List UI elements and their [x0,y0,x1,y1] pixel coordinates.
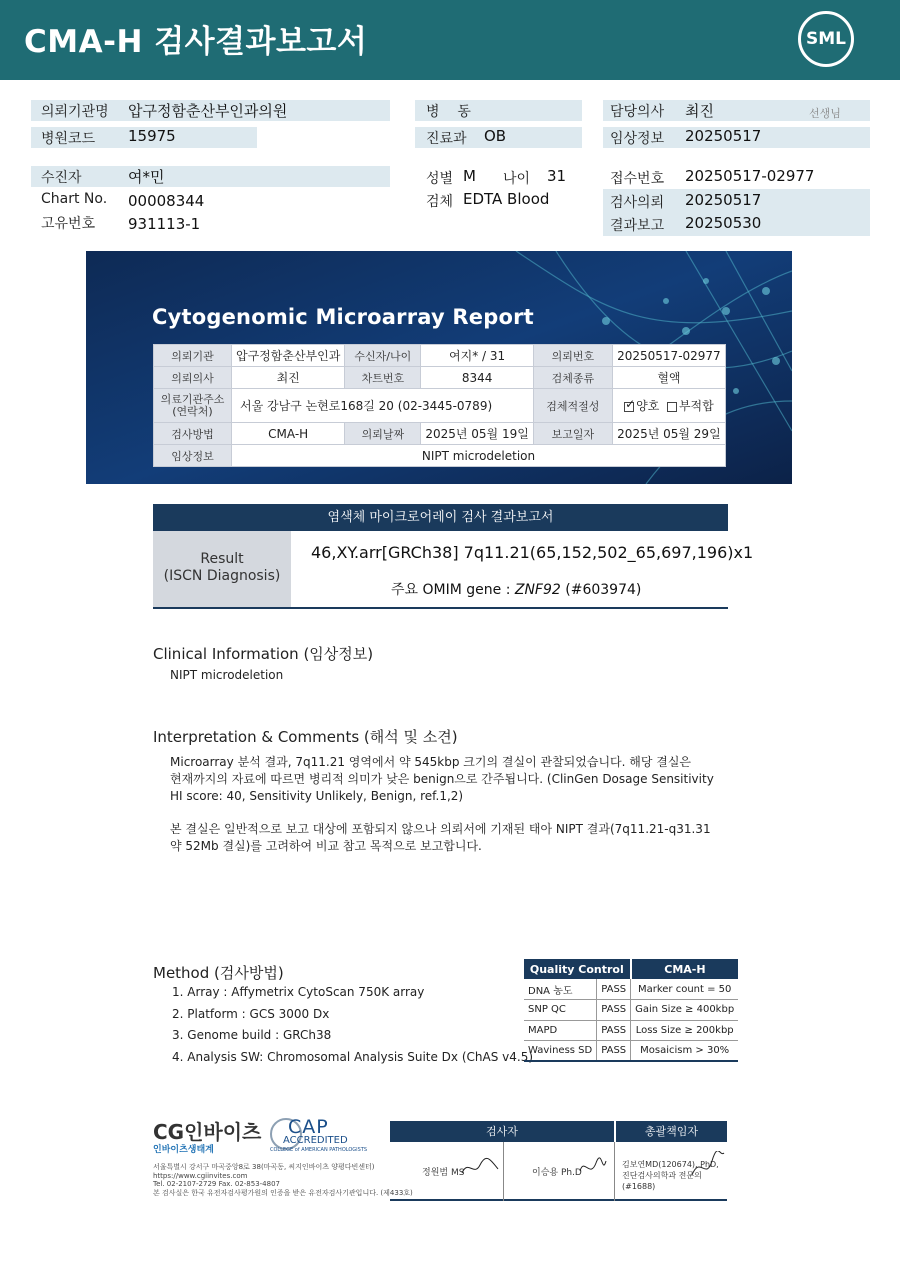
institution-value: 압구정함춘산부인과의원 [128,102,288,120]
request-value: 20250517 [685,191,762,209]
dept-label: 진료과 [426,131,467,147]
signature-box [390,1121,727,1201]
suitability-cell [612,389,725,423]
table-header: 의뢰날짜 [345,423,421,445]
table-header: 검사방법 [154,423,232,445]
signature-icon [460,1155,500,1181]
company-subtitle: 인바이츠생태계 [153,1145,214,1155]
address-line: Tel. 02-2107-2729 Fax. 02-853-4807 [153,1180,281,1189]
patient-label: 수진자 [41,170,82,186]
director-header: 총괄책임자 [616,1121,727,1142]
report-label: 결과보고 [610,218,665,234]
interpretation-paragraph: Microarray 분석 결과, 7q11.21 영역에서 약 545kbp 크기의 결실이 관찰되었습니다. 해당 결실은 현재까지의 자료에 따르면 병리적 의미가 낮은 benign으로 간주됩니다. (ClinGen Dosage Sensitivity HI score: 40, Sensitivity Unlikely, Benign, ref.1,2) [170,755,714,803]
id-label: 고유번호 [41,216,96,232]
table-cell: 20250517-02977 [612,345,725,367]
table-cell: 2025년 05월 19일 [421,423,533,445]
id-value: 931113-1 [128,215,201,233]
table-cell: 서울 강남구 논현로168길 20 (02-3445-0789) [232,389,534,423]
table-cell: NIPT microdeletion [232,445,726,467]
clinical-value: 20250517 [685,127,762,145]
table-header: 검체종류 [533,367,612,389]
table-cell: 혈액 [612,367,725,389]
examiner-1: 정원범 MS [422,1168,465,1178]
omim-gene-name: ZNF92 [514,582,561,598]
report-value: 20250530 [685,214,762,232]
qc-status: PASS [597,1000,631,1021]
clinical-info-title: Clinical Information (임상정보) [153,645,374,663]
divider [614,1142,615,1201]
cap-college: COLLEGE of AMERICAN PATHOLOGISTS [270,1147,368,1153]
list-item: 1. Array : Affymetrix CytoScan 750K array [172,985,425,999]
qc-status: PASS [597,979,631,1000]
ward-label: 병 동 [426,104,471,120]
dept-value: OB [484,127,507,145]
table-header: 의뢰번호 [533,345,612,367]
doctor-suffix: 선생님 [809,107,841,120]
qc-name: MAPD [524,1020,597,1041]
checkbox-unchecked [667,402,677,412]
qc-name: DNA 농도 [524,979,597,1000]
sex-value: M [463,167,476,185]
cap-accredited: ACCREDITED [283,1135,348,1146]
table-header: 수신자/나이 [345,345,421,367]
table-cell: 압구정함춘산부인과 [232,345,345,367]
table-cell: 2025년 05월 29일 [612,423,725,445]
specimen-value: EDTA Blood [463,190,550,208]
interpretation-paragraph: 본 결실은 일반적으로 보고 대상에 포함되지 않으나 의뢰서에 기재된 태아 NIPT 결과(7q11.21-q31.31 약 52Mb 결실)를 고려하여 비교 참고 목적으로 보고합니다. [170,822,711,853]
age-label: 나이 [503,171,531,187]
doctor-value: 최진 [685,102,714,120]
qc-name: Waviness SD [524,1041,597,1062]
method-list [172,982,533,1068]
signature-icon [578,1155,608,1181]
qc-criteria: Gain Size ≥ 400kbp [631,1000,739,1021]
unsuitable-label: 부적합 [678,399,714,413]
table-cell: 8344 [421,367,533,389]
qc-criteria: Loss Size ≥ 200kbp [631,1020,739,1041]
omim-gene [391,579,641,599]
table-cell: 여지* / 31 [421,345,533,367]
table-header: 의뢰의사 [154,367,232,389]
logo-text: SML [806,29,846,49]
chart-value: 00008344 [128,192,205,210]
examiner-header: 검사자 [390,1121,614,1142]
address-line: 서울특별시 강서구 마곡중앙8로 38(마곡동, 씨지인바이츠 양평다빈센터) [153,1163,375,1171]
result-body [153,531,754,609]
patient-value: 여*민 [128,168,165,186]
table-cell: 최진 [232,367,345,389]
qc-name: SNP QC [524,1000,597,1021]
director: 김보연MD(120674), PhD, 진단검사의학과 전문의(#1688) [622,1160,719,1191]
hospital-code-value: 15975 [128,127,176,145]
page-title: CMA-H 검사결과보고서 [24,24,368,60]
header-bar [0,0,900,80]
institution-label: 의뢰기관명 [41,104,109,120]
qc-status: PASS [597,1020,631,1041]
table-header: 차트번호 [345,367,421,389]
sex-label: 성별 [426,171,454,187]
hospital-code-label: 병원코드 [41,131,96,147]
specimen-label: 검체 [426,194,454,210]
cap-text: CAP [288,1116,329,1138]
qc-header: Quality Control [524,959,631,979]
table-header: 보고일자 [533,423,612,445]
chart-label: Chart No. [41,191,108,207]
table-header: 의료기관주소 (연락처) [154,389,232,423]
address-line: https://www.cgiinvites.com [153,1171,248,1180]
divider [503,1142,504,1201]
examiner-2: 이승용 Ph.D [532,1168,582,1178]
checkbox-checked [624,402,634,412]
list-item: 3. Genome build : GRCh38 [172,1028,332,1042]
list-item: 4. Analysis SW: Chromosomal Analysis Suite Dx (ChAS v4.5) [172,1049,534,1064]
method-title: Method (검사방법) [153,964,284,982]
age-value: 31 [547,167,567,185]
qc-status: PASS [597,1041,631,1062]
report-info-table [153,344,726,467]
report-banner [86,251,792,484]
table-header: 검체적절성 [533,389,612,423]
omim-suffix: (#603974) [560,582,642,598]
table-cell: CMA-H [232,423,345,445]
address-line: 본 검사실은 한국 유전자검사평가원의 인증을 받은 유전자검사기관입니다. (제433호) [153,1188,413,1197]
qc-header: CMA-H [631,959,739,979]
request-label: 검사의뢰 [610,195,665,211]
interpretation-title: Interpretation & Comments (해석 및 소견) [153,728,458,746]
sml-logo [798,11,854,67]
receipt-label: 접수번호 [610,171,665,187]
signature-icon [690,1151,726,1183]
report-title: Cytogenomic Microarray Report [152,305,534,329]
table-header: 임상정보 [154,445,232,467]
suitable-label: 양호 [636,399,660,413]
info-box [31,166,390,187]
qc-criteria: Marker count = 50 [631,979,739,1000]
doctor-label: 담당의사 [610,104,665,120]
clinical-label: 임상정보 [610,131,665,147]
omim-prefix: 주요 OMIM gene : [391,582,515,598]
qc-criteria: Mosaicism > 30% [631,1041,739,1062]
company-logo: CG인바이츠 [153,1120,262,1144]
receipt-value: 20250517-02977 [685,167,815,185]
result-header: 염색체 마이크로어레이 검사 결과보고서 [153,504,728,531]
company-address [153,1163,413,1197]
qc-table [524,959,738,1062]
clinical-info-text: NIPT microdeletion [170,668,284,682]
list-item: 2. Platform : GCS 3000 Dx [172,1006,330,1021]
table-header: 의뢰기관 [154,345,232,367]
result-label: Result (ISCN Diagnosis) [153,531,291,607]
iscn-diagnosis: 46,XY.arr[GRCh38] 7q11.21(65,152,502_65,697,196)x1 [311,543,754,562]
